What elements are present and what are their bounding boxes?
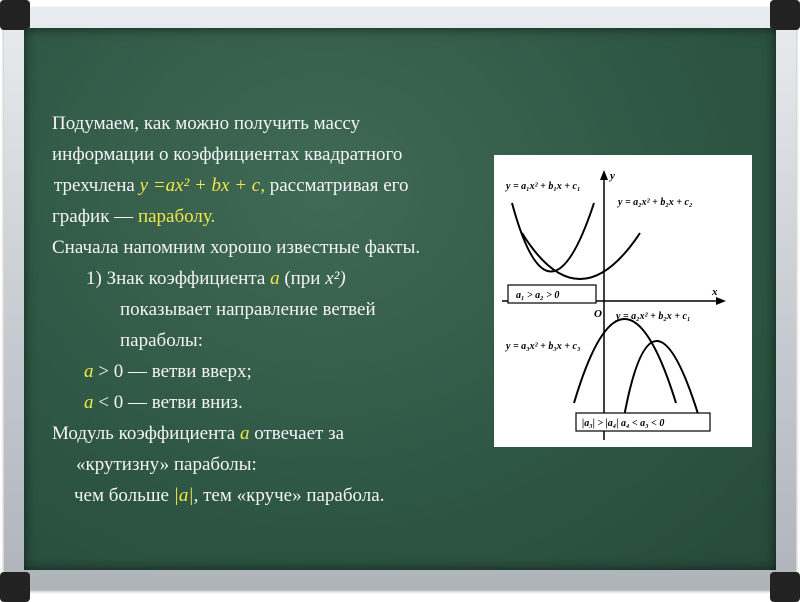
condition-text-2: |a₃| > |a₄| a₄ < a₃ < 0 [582, 418, 665, 429]
frame-corner [770, 572, 800, 602]
text-line-6: 1) Знак коэффициента a (при x²) [86, 268, 346, 289]
equation-label-4: y = a₂x² + b₂x + c₁ [616, 311, 691, 322]
origin-label: O [594, 308, 602, 320]
text-line-11: Модуль коэффициента a отвечает за [52, 423, 345, 444]
text-line-8: параболы: [120, 330, 203, 351]
text-line-13: чем больше |a|, тем «круче» парабола. [74, 485, 385, 506]
equation-label-2: y = a₂x² + b₂x + c₂ [618, 197, 693, 208]
equation-label-3: y = a₃x² + b₃x + c₃ [506, 341, 581, 352]
frame-corner [0, 0, 30, 30]
highlight-parabola: параболу. [137, 206, 216, 227]
frame-corner [0, 572, 30, 602]
text-line-4: график — параболу. [52, 206, 216, 227]
text-line-9: a > 0 — ветви вверх; [84, 361, 252, 382]
text-line-7: показывает направление ветвей [120, 299, 376, 320]
x-axis-label: x [712, 286, 718, 298]
y-axis-arrow-icon [600, 170, 608, 180]
y-axis-label: y [610, 170, 615, 182]
parabola-figure [494, 155, 752, 447]
parabola-steep-down [574, 319, 676, 403]
equation-label-1: y = a₁x² + b₁x + c₁ [506, 181, 581, 192]
x-axis-arrow-icon [716, 297, 726, 305]
parabola-wide-down [624, 341, 699, 417]
text-line-5: Сначала напомним хорошо известные факты. [52, 237, 421, 258]
text-line-10: a < 0 — ветви вниз. [84, 392, 243, 413]
slide-text [52, 108, 420, 511]
text-line-2: информации о коэффициентах квадратного [52, 144, 403, 165]
condition-text-1: a₁ > a₂ > 0 [516, 290, 560, 301]
parabola-wide-up [522, 233, 640, 279]
text-line-1: Подумаем, как можно получить массу [52, 113, 361, 134]
formula: y =ax² + bx + c, [139, 175, 265, 196]
text-line-3: трехчлена y =ax² + bx + c, рассматривая его [54, 175, 409, 196]
frame-corner [770, 0, 800, 30]
text-line-12: «крутизну» параболы: [76, 454, 257, 475]
figure-svg [494, 155, 752, 447]
